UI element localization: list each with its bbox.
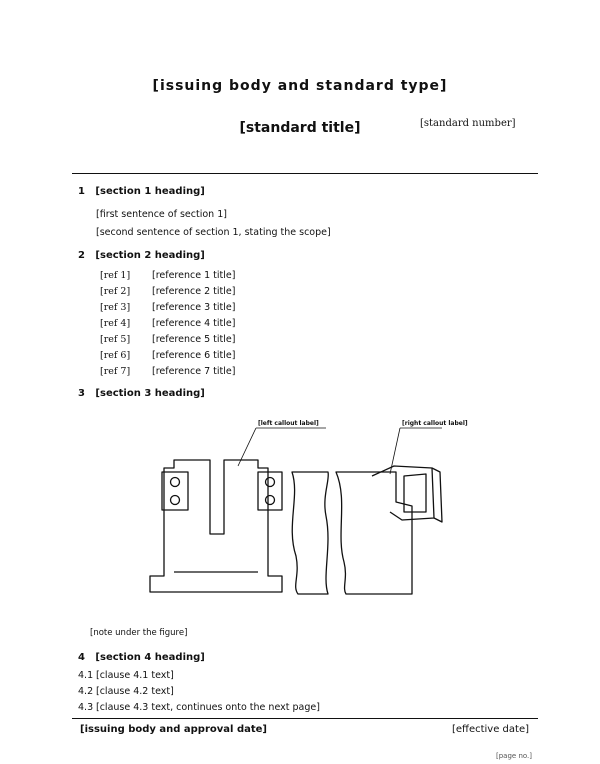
- section-2-heading: [78, 250, 205, 261]
- section-3-heading: [78, 388, 205, 399]
- reference-list: [100, 268, 235, 380]
- left-bolt-hole-lower: [171, 496, 180, 505]
- reference-title: [reference 3 title]: [152, 302, 236, 313]
- reference-code: [ref 1]: [100, 270, 131, 281]
- motor-bracket-inner: [404, 474, 426, 512]
- clause-text: [clause 4.3 text, continues onto the next page]: [96, 702, 320, 713]
- right-panel: [336, 472, 412, 594]
- reference-code: [ref 2]: [100, 286, 131, 297]
- reference-code: [ref 4]: [100, 318, 131, 329]
- effective-date: [effective date]: [452, 724, 529, 735]
- reference-item: [100, 364, 235, 380]
- clause-number: 4.2: [78, 686, 94, 697]
- clause-text: [clause 4.1 text]: [96, 670, 174, 681]
- section-3-title: [section 3 heading]: [95, 388, 205, 399]
- reference-code: [ref 7]: [100, 366, 131, 377]
- reference-item: [100, 316, 235, 332]
- section-1-title: [section 1 heading]: [95, 186, 205, 197]
- reference-code: [ref 5]: [100, 334, 131, 345]
- reference-title: [reference 5 title]: [152, 334, 236, 345]
- section-1-number: 1: [78, 186, 85, 197]
- section-4-title: [section 4 heading]: [95, 652, 205, 663]
- bottom-divider: [72, 718, 538, 719]
- reference-item: [100, 300, 235, 316]
- clause-4-2: [78, 686, 548, 697]
- reference-item: [100, 284, 235, 300]
- right-bolt-hole-lower: [266, 496, 275, 505]
- section-2-title: [section 2 heading]: [95, 250, 205, 261]
- middle-panel: [292, 472, 328, 594]
- callout-right-leader: [390, 428, 400, 474]
- section-1-paragraph-2: [second sentence of section 1, stating the scope]: [96, 227, 331, 238]
- clause-4-3: [78, 702, 548, 713]
- section-4-heading: [78, 652, 205, 663]
- callout-right-label: [right callout label]: [402, 420, 468, 427]
- clause-number: 4.1: [78, 670, 94, 681]
- page-number: [page no.]: [496, 752, 532, 760]
- document-title: [standard title]: [239, 120, 361, 136]
- issuer-header: [issuing body and standard type]: [152, 78, 448, 94]
- section-1-heading: [78, 186, 205, 197]
- reference-item: [100, 268, 235, 284]
- reference-code: [ref 3]: [100, 302, 131, 313]
- reference-title: [reference 1 title]: [152, 270, 236, 281]
- issue-statement: [issuing body and approval date]: [80, 724, 267, 735]
- section-1-paragraph-1: [first sentence of section 1]: [96, 209, 227, 220]
- clause-number: 4.3: [78, 702, 94, 713]
- left-bolt-hole-upper: [171, 478, 180, 487]
- reference-code: [ref 6]: [100, 350, 131, 361]
- clause-4-1: [78, 670, 548, 681]
- reference-title: [reference 6 title]: [152, 350, 236, 361]
- machine-base-sketch: [150, 416, 468, 606]
- clause-text: [clause 4.2 text]: [96, 686, 174, 697]
- standard-number: [standard number]: [420, 118, 516, 129]
- figure-note: [note under the figure]: [90, 628, 188, 638]
- reference-title: [reference 4 title]: [152, 318, 236, 329]
- right-bolt-hole-upper: [266, 478, 275, 487]
- reference-title: [reference 7 title]: [152, 366, 236, 377]
- section-3-number: 3: [78, 388, 85, 399]
- callout-left-label: [left callout label]: [258, 420, 319, 427]
- reference-item: [100, 332, 235, 348]
- reference-item: [100, 348, 235, 364]
- section-2-number: 2: [78, 250, 85, 261]
- section-4-number: 4: [78, 652, 85, 663]
- top-divider: [72, 173, 538, 174]
- reference-title: [reference 2 title]: [152, 286, 236, 297]
